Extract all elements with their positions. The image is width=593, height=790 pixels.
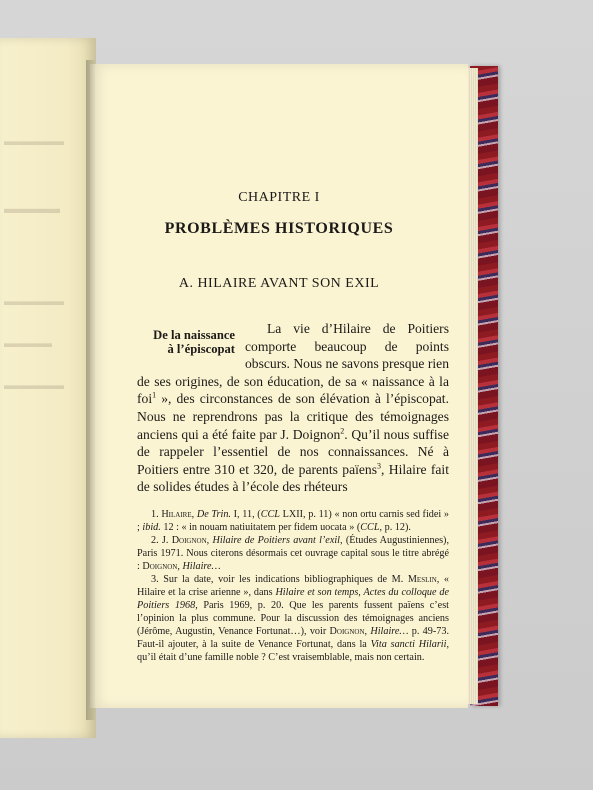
section-heading: A. HILAIRE AVANT SON EXIL: [178, 276, 380, 291]
body-paragraph: De la naissance à l’épiscopat La vie d’Hilaire de Poitiers comporte beaucoup de points obscurs. Nous ne savons presque rien de ses origines, de son éducation, de sa « naissance à la foi$^1$ », des circonstances de son élévation à l’épiscopat. Nous ne reprendrons pas la critique des témoignages anciens qui a été faite par J. Doignon$^2$. Qu’il nous suffise de rappeler l’essentiel de nos connaissances. Né à Poitiers entre 310 et 320, de parents païens$^3$, Hilaire fait de solides études à l’école des rhéteurs: [137, 321, 449, 495]
footnotes: [137, 508, 449, 664]
footnote-1: 1. Hilaire, De Trin. I, 11, (CCL LXII, p. 11) « non ortu carnis sed fidei » ; ibid. 12 : « in nouam natiuitatem per fidem uocata » (CCL, p. 12).: [137, 509, 449, 533]
bleed-through-text: ▬▬▬▬▬: [4, 134, 64, 148]
bleed-through-text: ▬▬▬▬: [4, 202, 60, 217]
chapter-heading: CHAPITRE I: [238, 190, 320, 205]
side-heading: De la naissance à l’épiscopat: [153, 328, 235, 356]
footnote-3: 3. Sur la date, voir les indications bibliographiques de M. Meslin, « Hilaire et la crise arienne », dans Hilaire et son temps, Actes du colloque de Poitiers 1968, Paris 1969, p. 20. Que les parents fussent païens c’est l’opinion la plus commune. Pour la discussion des témoignages anciens (Jérôme, Augustin, Venance Fortunat…), voir Doignon, Hilaire… p. 49-73. Faut-il ajouter, à la suite de Venance Fortunat, dans la Vita sancti Hilarii, qu’il était d’une famille noble ? C’est vraisemblable, mais non certain.: [137, 574, 450, 663]
footnote-ref[interactable]: 3: [377, 461, 382, 471]
chapter-title: PROBLÈMES HISTORIQUES: [164, 220, 394, 237]
footnote-2: 2. J. Doignon, Hilaire de Poitiers avant l’exil, (Études Augustiniennes), Paris 1971. Nous citerons désormais cet ouvrage capital sous le titre abrégé : Doignon, Hilaire…: [137, 535, 449, 572]
book-gutter-shadow: [86, 60, 96, 720]
bleed-through-text: ▬▬▬▬▬: [4, 378, 64, 392]
footnote-ref[interactable]: 2: [340, 426, 345, 436]
bleed-through-text: ▬▬▬▬: [4, 336, 52, 350]
right-page: [90, 64, 468, 708]
bleed-through-text: ▬▬▬▬▬: [4, 294, 64, 308]
left-page: [0, 38, 96, 738]
footnote-ref[interactable]: 1: [152, 390, 157, 400]
